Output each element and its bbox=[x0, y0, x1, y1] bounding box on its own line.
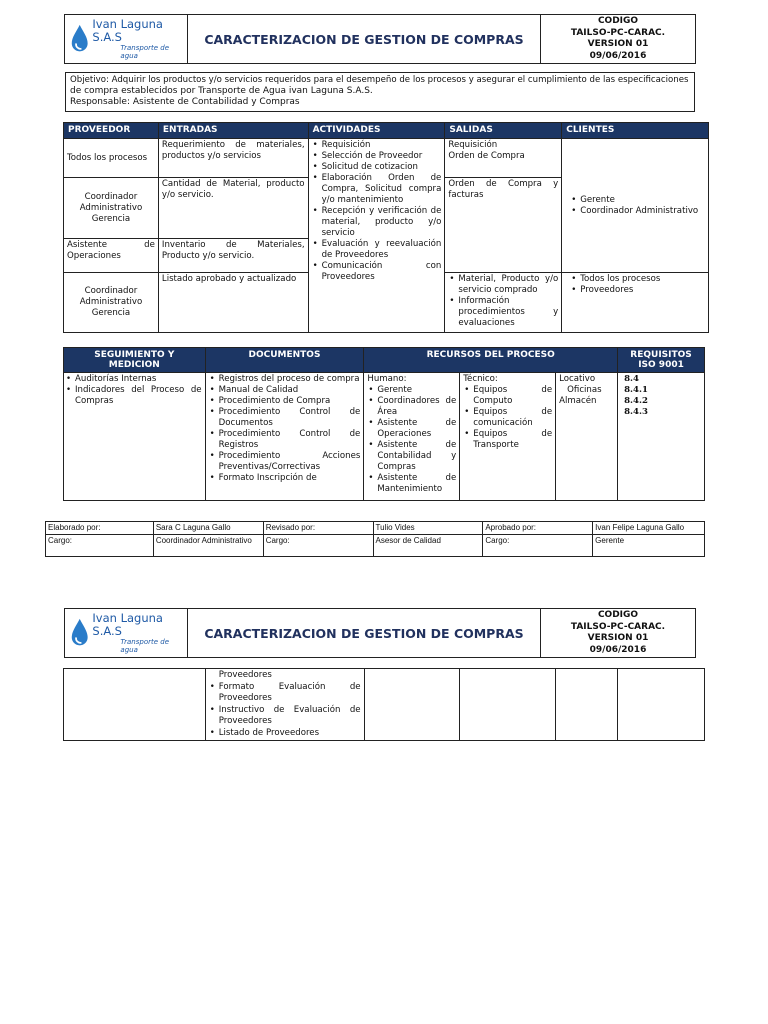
list-item: • Solicitud de cotizacion bbox=[322, 162, 442, 173]
humano-label: Humano: bbox=[367, 374, 407, 384]
list-item: • Recepción y verificación de material, producto y/o servicio bbox=[322, 206, 442, 239]
recursos-locativo-cell bbox=[556, 373, 618, 501]
seguimiento-list bbox=[67, 374, 202, 407]
objective-line-3: Responsable: Asistente de Contabilidad y Compras bbox=[70, 97, 300, 107]
company-name: Ivan Laguna S.A.S bbox=[92, 17, 163, 44]
list-item: • Manual de Calidad bbox=[219, 385, 361, 396]
list-item: • Formato Evaluación de Proveedores bbox=[219, 682, 361, 705]
clientes-cell bbox=[562, 139, 709, 273]
cargo-label: Cargo: bbox=[46, 535, 154, 557]
documentos-list bbox=[209, 682, 361, 740]
clientes-list bbox=[570, 195, 705, 217]
codigo-value: TAILSO-PC-CARAC. bbox=[570, 27, 666, 38]
requisitos-cell bbox=[618, 373, 705, 501]
objective-line-2: de compra establecidos por Transporte de Agua ivan Laguna S.A.S. bbox=[70, 86, 373, 96]
header-salidas: SALIDAS bbox=[445, 123, 562, 139]
cargo-aprobado: Gerente bbox=[593, 535, 705, 557]
objective-box bbox=[65, 72, 695, 112]
cargo-revisado: Asesor de Calidad bbox=[373, 535, 483, 557]
requisito-item: 8.4.3 bbox=[624, 407, 648, 417]
clientes-cell bbox=[562, 273, 709, 333]
list-item: • Registros del proceso de compra bbox=[219, 374, 361, 385]
list-item: • Asistente de Contabilidad y Compras bbox=[377, 440, 456, 473]
documentos-continued: Proveedores bbox=[218, 670, 272, 680]
proveedor-cell: Coordinador Administrativo Gerencia bbox=[64, 273, 159, 333]
version-value: VERSION 01 bbox=[587, 39, 649, 49]
revisado-label: Revisado por: bbox=[263, 522, 373, 535]
proveedor-cell: Asistente de Operaciones bbox=[64, 239, 159, 273]
company-logo bbox=[68, 18, 184, 60]
clientes-list bbox=[570, 274, 705, 296]
document-title: CARACTERIZACION DE GESTION DE COMPRAS bbox=[188, 609, 541, 658]
humano-list bbox=[367, 385, 456, 495]
logo-cell bbox=[65, 609, 188, 658]
recursos-humano-cell bbox=[364, 373, 460, 501]
header-entradas: ENTRADAS bbox=[158, 123, 308, 139]
elaborado-label: Elaborado por: bbox=[46, 522, 154, 535]
document-header-page-2 bbox=[64, 608, 696, 658]
document-title: CARACTERIZACION DE GESTION DE COMPRAS bbox=[188, 15, 541, 64]
list-item: • Procedimiento Control de Registros bbox=[219, 429, 361, 451]
list-item: • Equipos de Computo bbox=[473, 385, 552, 407]
codigo-label: CODIGO bbox=[597, 610, 639, 620]
list-item: • Instructivo de Evaluación de Proveedores bbox=[219, 705, 361, 728]
entradas-cell: Requerimiento de materiales, productos y/o servicios bbox=[158, 139, 308, 178]
actividades-cell bbox=[308, 139, 445, 333]
header-documentos: DOCUMENTOS bbox=[205, 348, 364, 373]
list-item: • Coordinador Administrativo bbox=[580, 206, 705, 217]
header-proveedor: PROVEEDOR bbox=[64, 123, 159, 139]
documentos-list bbox=[209, 374, 361, 484]
aprobado-name: Ivan Felipe Laguna Gallo bbox=[593, 522, 705, 535]
locativo-item: Almacén bbox=[559, 396, 597, 406]
water-drop-icon bbox=[70, 616, 89, 650]
continuation-table bbox=[63, 668, 705, 741]
proveedor-cell: Coordinador Administrativo Gerencia bbox=[64, 178, 159, 239]
list-item: • Formato Inscripción de bbox=[219, 473, 361, 484]
list-item: • Equipos de comunicación bbox=[473, 407, 552, 429]
locativo-item: Oficinas bbox=[567, 385, 602, 395]
date-value: 09/06/2016 bbox=[589, 50, 647, 61]
list-item: • Información procedimientos y evaluaciones bbox=[458, 296, 558, 329]
header-seguimiento: SEGUIMIENTO Y MEDICION bbox=[64, 348, 206, 373]
salidas-line: Orden de Compra bbox=[448, 151, 525, 161]
requisito-item: 8.4 bbox=[624, 374, 640, 384]
list-item: • Listado de Proveedores bbox=[219, 728, 361, 740]
requisito-item: 8.4.2 bbox=[624, 396, 648, 406]
actividades-list bbox=[312, 140, 442, 283]
seguimiento-cell bbox=[64, 373, 206, 501]
header-recursos: RECURSOS DEL PROCESO bbox=[364, 348, 618, 373]
header-requisitos: REQUISITOS ISO 9001 bbox=[618, 348, 705, 373]
list-item: • Asistente de Mantenimiento bbox=[377, 473, 456, 495]
signature-table bbox=[45, 521, 705, 557]
list-item: • Elaboración Orden de Compra, Solicitud compra y/o mantenimiento bbox=[322, 173, 442, 206]
document-code-block bbox=[541, 609, 696, 658]
seguimiento-cell bbox=[64, 669, 206, 741]
list-item: • Procedimiento Control de Documentos bbox=[219, 407, 361, 429]
cargo-label: Cargo: bbox=[483, 535, 593, 557]
proveedor-cell: Todos los procesos bbox=[64, 139, 159, 178]
salidas-line: Requisición bbox=[448, 140, 498, 150]
tecnico-label: Técnico: bbox=[463, 374, 498, 384]
salidas-cell bbox=[445, 273, 562, 333]
aprobado-label: Aprobado por: bbox=[483, 522, 593, 535]
list-item: • Material, Producto y/o servicio comprado bbox=[458, 274, 558, 296]
tecnico-list bbox=[463, 385, 552, 451]
list-item: • Asistente de Operaciones bbox=[377, 418, 456, 440]
list-item: • Coordinadores de Área bbox=[377, 396, 456, 418]
revisado-name: Tulio Vides bbox=[373, 522, 483, 535]
characterization-table bbox=[63, 122, 709, 333]
water-drop-icon bbox=[70, 22, 89, 56]
requisito-item: 8.4.1 bbox=[624, 385, 648, 395]
list-item: • Equipos de Transporte bbox=[473, 429, 552, 451]
list-item: • Requisición bbox=[322, 140, 442, 151]
list-item: • Evaluación y reevaluación de Proveedores bbox=[322, 239, 442, 261]
elaborado-name: Sara C Laguna Gallo bbox=[153, 522, 263, 535]
tecnico-cell bbox=[460, 669, 556, 741]
recursos-tecnico-cell bbox=[460, 373, 556, 501]
list-item: • Selección de Proveedor bbox=[322, 151, 442, 162]
list-item: • Gerente bbox=[377, 385, 456, 396]
list-item: • Proveedores bbox=[580, 285, 705, 296]
document-code-block bbox=[541, 15, 696, 64]
date-value: 09/06/2016 bbox=[589, 644, 647, 655]
list-item: • Comunicación con Proveedores bbox=[322, 261, 442, 283]
company-name: Ivan Laguna S.A.S bbox=[92, 611, 163, 638]
header-actividades: ACTIVIDADES bbox=[308, 123, 445, 139]
locativo-label: Locativo bbox=[559, 374, 596, 384]
salidas-list bbox=[448, 274, 558, 329]
cargo-label: Cargo: bbox=[263, 535, 373, 557]
entradas-cell: Inventario de Materiales, Producto y/o servicio. bbox=[158, 239, 308, 273]
company-tagline: Transporte de agua bbox=[120, 638, 170, 654]
list-item: • Todos los procesos bbox=[580, 274, 705, 285]
document-header bbox=[64, 14, 696, 64]
requisitos-cell bbox=[618, 669, 705, 741]
company-logo bbox=[68, 612, 184, 654]
process-resources-table bbox=[63, 347, 705, 501]
salidas-cell: Orden de Compra y facturas bbox=[445, 178, 562, 273]
list-item: • Procedimiento de Compra bbox=[219, 396, 361, 407]
cargo-elaborado: Coordinador Administrativo bbox=[153, 535, 263, 557]
salidas-cell bbox=[445, 139, 562, 178]
list-item: • Indicadores del Proceso de Compras bbox=[75, 385, 202, 407]
humano-cell bbox=[364, 669, 460, 741]
objective-line-1: Objetivo: Adquirir los productos y/o servicios requeridos para el desempeño de los procesos y asegurar el cumplimiento de las especificaciones bbox=[70, 75, 689, 85]
company-tagline: Transporte de agua bbox=[120, 44, 170, 60]
locativo-cell bbox=[556, 669, 618, 741]
entradas-cell: Listado aprobado y actualizado bbox=[158, 273, 308, 333]
codigo-value: TAILSO-PC-CARAC. bbox=[570, 621, 666, 632]
header-clientes: CLIENTES bbox=[562, 123, 709, 139]
list-item: • Procedimiento Acciones Preventivas/Correctivas bbox=[219, 451, 361, 473]
list-item: • Gerente bbox=[580, 195, 705, 206]
documentos-cell bbox=[205, 669, 364, 741]
logo-cell bbox=[65, 15, 188, 64]
version-value: VERSION 01 bbox=[587, 633, 649, 643]
codigo-label: CODIGO bbox=[597, 16, 639, 26]
documentos-cell bbox=[205, 373, 364, 501]
list-item: • Auditorías Internas bbox=[75, 374, 202, 385]
entradas-cell: Cantidad de Material, producto y/o servicio. bbox=[158, 178, 308, 239]
